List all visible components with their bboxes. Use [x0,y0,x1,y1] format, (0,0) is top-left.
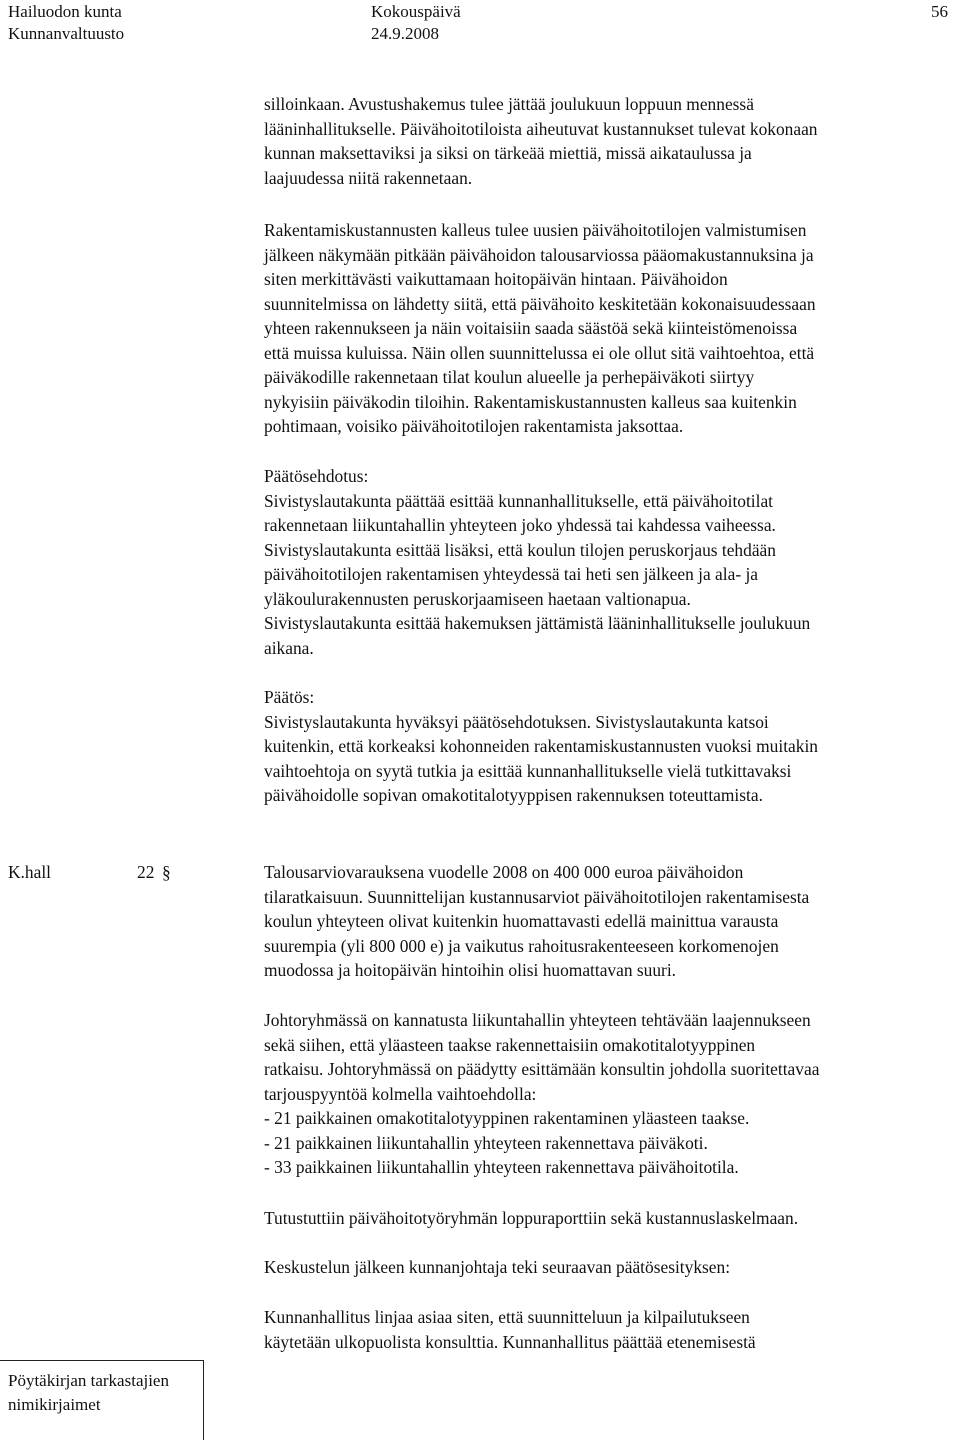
budget-paragraph [264,860,809,983]
text-line: vaihtoehtoja on syytä tutkia ja esittää kunnanhallitukselle vielä tutkittavaksi [264,760,792,781]
section-number: 22 [137,862,155,882]
header-municipality: Hailuodon kunta [8,2,122,21]
initials-label-line: Pöytäkirjan tarkastajien [8,1371,169,1390]
cost-paragraph [264,218,816,439]
steering-paragraph [264,1008,819,1180]
text-line: kunnan maksettaviksi ja siksi on tärkeää miettiä, missä aikataulussa ja [264,143,752,164]
text-line: aikana. [264,637,314,658]
initials-label [8,1369,169,1417]
board-paragraph [264,1305,756,1354]
section-label: K.hall [8,862,51,882]
list-item: - 21 paikkainen omakotitalotyyppinen rakentaminen yläasteen taakse. [264,1108,750,1129]
text-line: yhteen rakennukseen ja näin voitaisiin saada säästöä sekä kiinteistömenoissa [264,318,798,339]
initials-box [0,1360,204,1440]
text-line: Sivistyslautakunta esittää lisäksi, että koulun tilojen peruskorjaus tehdään [264,539,776,560]
header-date: 24.9.2008 [371,24,439,43]
text-line: suurempia (yli 800 000 e) ja vaikutus rahoitusrakenteeseen korkomenojen [264,935,779,956]
text-line: nykyisiin päiväkodin tiloihin. Rakentamiskustannusten kalleus saa kuitenkin [264,391,797,412]
section-symbol: § [162,862,171,882]
text-line: Sivistyslautakunta esittää hakemuksen jättämistä lääninhallitukselle joulukuun [264,613,811,634]
proposal-heading: Päätösehdotus: [264,466,369,486]
text-line: silloinkaan. Avustushakemus tulee jättää joulukuun loppuun mennessä [264,94,754,114]
decision-heading: Päätös: [264,687,315,707]
header-body: Kunnanvaltuusto [8,24,125,43]
text-line: koulun yhteyteen olivat kuitenkin huomattavasti edellä mainittua varausta [264,911,779,932]
text-line: tarjouspyyntöä kolmella vaihtoehdolla: [264,1083,537,1104]
list-item: - 21 paikkainen liikuntahallin yhteyteen rakennettava päiväkoti. [264,1132,708,1153]
report-paragraph [264,1206,798,1231]
text-line: tilaratkaisuun. Suunnittelijan kustannusarviot päivähoitotilojen rakentamisesta [264,886,810,907]
text-line: suunnitelmissa on lähdetty siitä, että päivähoito keskitetään kokonaisuudessaan [264,293,816,314]
text-line: pohtimaan, voisiko päivähoitotilojen rakentamista jaksottaa. [264,416,684,437]
text-line: yläkoulurakennusten peruskorjaamiseen haetaan valtionapua. [264,588,691,609]
decision-section [264,685,818,808]
text-line: Tutustuttiin päivähoitotyöryhmän loppuraporttiin sekä kustannuslaskelmaan. [264,1208,799,1228]
initials-label-line: nimikirjaimet [8,1395,101,1414]
text-line: päivähoitotilojen rakentamisen yhteydessä tai heti sen jälkeen ja ala- ja [264,564,759,585]
text-line: Kunnanhallitus linjaa asiaa siten, että suunnitteluun ja kilpailutukseen [264,1307,750,1327]
text-line: Rakentamiskustannusten kalleus tulee uusien päivähoitotilojen valmistumisen [264,220,807,240]
discussion-paragraph [264,1255,730,1280]
intro-paragraph [264,92,817,190]
text-line: lääninhallitukselle. Päivähoitotiloista aiheutuvat kustannukset tulevat kokonaan [264,118,818,139]
text-line: käytetään ulkopuolista konsulttia. Kunnanhallitus päättää etenemisestä [264,1331,756,1352]
text-line: päivähoidolle sopivan omakotitalotyyppisen rakennuksen toteuttamista. [264,785,763,806]
text-line: laajuudessa niitä rakennetaan. [264,167,473,188]
text-line: rakennetaan liikuntahallin yhteyteen joko yhdessä tai kahdessa vaiheessa. [264,515,776,536]
text-line: päiväkodille rakennetaan tilat koulun alueelle ja perhepäiväkoti siirtyy [264,367,755,388]
proposal-section [264,464,810,660]
text-line: muodossa ja hoitopäivän hintoihin olisi huomattavan suuri. [264,960,677,981]
text-line: Johtoryhmässä on kannatusta liikuntahallin yhteyteen tehtävään laajennukseen [264,1010,811,1030]
text-line: ratkaisu. Johtoryhmässä on päädytty esittämään konsultin johdolla suoritettavaa [264,1059,820,1080]
text-line: kuitenkin, että korkeaksi kohonneiden rakentamiskustannusten vuoksi muitakin [264,736,818,757]
text-line: Keskustelun jälkeen kunnanjohtaja teki seuraavan päätösesityksen: [264,1257,731,1277]
text-line: Sivistyslautakunta hyväksyi päätösehdotuksen. Sivistyslautakunta katsoi [264,711,769,732]
page-number: 56 [931,2,948,21]
text-line: siten merkittävästi vaikuttamaan hoitopäivän hintaan. Päivähoidon [264,269,728,290]
text-line: Sivistyslautakunta päättää esittää kunnanhallitukselle, että päivähoitotilat [264,490,774,511]
list-item: - 33 paikkainen liikuntahallin yhteyteen rakennettava päivähoitotila. [264,1157,739,1178]
text-line: jälkeen näkymään pitkään päivähoidon talousarviossa pääomakustannuksina ja [264,244,814,265]
header-date-label: Kokouspäivä [371,2,461,21]
text-line: Talousarviovarauksena vuodelle 2008 on 400 000 euroa päivähoidon [264,862,744,882]
text-line: että muissa kuluissa. Näin ollen suunnittelussa ei ole ollut sitä vaihtoehtoa, että [264,342,815,363]
text-line: sekä siihen, että yläasteen taakse rakennettaisiin omakotitalotyyppinen [264,1034,756,1055]
